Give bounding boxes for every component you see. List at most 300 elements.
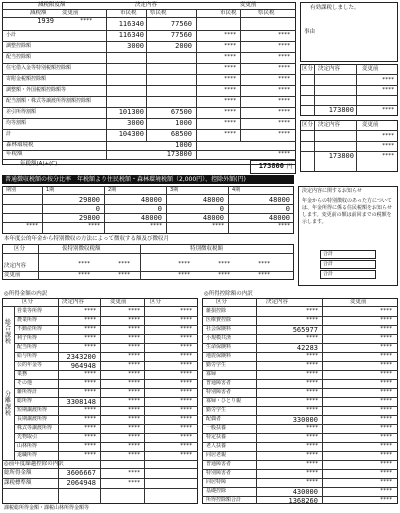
deduction-row-old: **** [379, 326, 392, 332]
installment-cell: 0 [285, 205, 290, 213]
deduction-row-old: **** [379, 371, 392, 377]
income-row-old2: **** [179, 389, 192, 395]
income-row-old2: **** [179, 353, 192, 359]
income-row-line [14, 334, 198, 335]
tax-row-line [2, 41, 296, 42]
income-row-old: **** [127, 308, 140, 314]
tax-row-city: 3000 [127, 119, 144, 127]
side-notice-title: 決定内容に関するお知らせ [302, 188, 362, 194]
tax-row-line [2, 63, 296, 64]
deduction-row-label: 特別障害者 [206, 389, 232, 395]
tax-row-line [2, 107, 296, 108]
income-total-label: 総所得金額 [4, 470, 32, 476]
right-row-old: **** [381, 77, 394, 83]
pension-col-prev: 仮特別徴収税額 [62, 246, 101, 252]
tax-row-old-city: **** [223, 43, 236, 49]
income-row-label: 給与所得 [17, 353, 38, 359]
tax-row-label: 計 [6, 131, 12, 137]
pension-star: **** [117, 272, 130, 278]
rt2-h0: 区分 [302, 122, 314, 128]
deduction-row-old: **** [379, 434, 392, 440]
income-row-old: **** [127, 326, 140, 332]
tax-row-line [2, 129, 296, 130]
income-row-label: 短期譲渡所得 [17, 407, 48, 413]
deduction-row-old: **** [379, 470, 392, 476]
deduction-row-label: 配偶者 [206, 416, 222, 422]
installment-header-line [2, 194, 294, 195]
deduction-row-old: **** [379, 362, 392, 368]
income-row-old: **** [127, 371, 140, 377]
income-row-value: **** [83, 425, 96, 431]
tax-row-label: 調整控除額 [6, 43, 32, 49]
income-row-old: **** [127, 344, 140, 350]
tax-row-old-city: **** [223, 65, 236, 71]
right-row-old: **** [381, 143, 394, 149]
income-row-old2: **** [179, 443, 192, 449]
side-row-label: 合計 [323, 251, 334, 257]
installment-cell: **** [25, 223, 38, 229]
deduction-row-label: 一般扶養 [206, 425, 227, 431]
rt1-h1: 決定内容 [318, 66, 341, 72]
rt1-h0: 区分 [302, 66, 314, 72]
income-row-old: **** [127, 434, 140, 440]
deduction-row-old: **** [379, 380, 392, 386]
deduction-row-label: 勤労学生 [206, 407, 227, 413]
deduction-row-old: **** [379, 452, 392, 458]
notice-bar: 普通徴収税額の按分比率 年税額より住民税額・森林環境税額（2,000円）、控除外額(円) [2, 175, 294, 184]
tax-row-pref: 67500 [170, 108, 192, 116]
income-row-value: 2343200 [66, 353, 96, 361]
tax-row-label: 住宅借入金等特別税額控除額 [6, 65, 72, 71]
rt2-h2: 変更前 [362, 122, 379, 128]
deduction-row-old: **** [379, 488, 392, 494]
sub-pref: 県民税 [150, 10, 167, 16]
deduction-row-label: 地震保険料 [206, 353, 232, 359]
income-row-old: **** [127, 335, 140, 341]
income-row-label: 総所得 [17, 398, 33, 404]
income-row-value: **** [83, 308, 96, 314]
sub-city: 市民税 [120, 10, 137, 16]
income-taxable-val: 2064948 [66, 479, 96, 487]
income-row-value: **** [83, 407, 96, 413]
deduction-row-label: 特定扶養 [206, 434, 227, 440]
deduction-row-old: **** [379, 344, 392, 350]
deduction-row-value: 42283 [296, 344, 318, 352]
deduction-row-label: 普通障害者 [206, 380, 232, 386]
income-row-line [14, 442, 198, 443]
income-row-old2: **** [179, 452, 192, 458]
side-notice-text: 年金からの特別徴収のあった方については、年金所得に係る住民税額をお知らせします。変更前の額は前回までの税額を示します。 [302, 198, 392, 225]
income-row-value: **** [83, 326, 96, 332]
deduction-row-old: **** [379, 335, 392, 341]
deduction-row-old: **** [379, 443, 392, 449]
income-row-value: **** [83, 344, 96, 350]
deduction-row-old: **** [379, 497, 392, 503]
deduction-row-line [202, 442, 398, 443]
income-row-old: **** [127, 443, 140, 449]
installment-header-cell: 3期 [170, 187, 179, 193]
income-row-old: **** [127, 362, 140, 368]
income-row-old: **** [127, 317, 140, 323]
income-row-label: 業務 [17, 371, 28, 377]
deduction-row-label: 雑損控除 [206, 308, 227, 314]
tax-row-label: 寄附金税額控除額 [6, 76, 47, 82]
income-row-line [14, 379, 198, 380]
income-row-old: **** [127, 389, 140, 395]
tax-row-old-pref: **** [277, 65, 290, 71]
income-row-old2: **** [179, 308, 192, 314]
income-row-old: **** [127, 407, 140, 413]
tax-row-pref: 77560 [170, 20, 192, 28]
pension-star: **** [77, 272, 90, 278]
grand-unit: 円 [287, 164, 293, 170]
deduction-row-line [202, 469, 398, 470]
deduction-row-value: **** [305, 452, 318, 458]
deduction-title: ◎所得控除額の内訳 [204, 291, 253, 297]
deduction-row-line [202, 316, 398, 317]
side-row-label: 合計 [323, 261, 334, 267]
deduction-row-value: **** [305, 308, 318, 314]
deduction-row-value: **** [305, 380, 318, 386]
income-row-value: **** [83, 452, 96, 458]
tax-row-old-city: **** [223, 32, 236, 38]
sub-pref-old: 県民税 [258, 10, 275, 16]
pension-star: **** [177, 272, 190, 278]
deduction-row-value: **** [305, 434, 318, 440]
income-row-old2: **** [179, 317, 192, 323]
installment-col-line [166, 186, 167, 234]
deduction-row-old: **** [379, 407, 392, 413]
tax-row-old-pref: **** [277, 131, 290, 137]
tax-row-city: 116340 [118, 31, 144, 39]
installment-row-line [2, 204, 294, 205]
pension-col-main: 特別徴収税額 [190, 246, 224, 252]
message-text: 有効課税しました。 [310, 5, 360, 11]
installment-header-cell: 4期 [232, 187, 241, 193]
deduction-row-value: **** [305, 398, 318, 404]
deduction-row-old: **** [379, 398, 392, 404]
tax-row-label: 差引所得割額 [6, 109, 37, 115]
deduction-row-line [202, 370, 398, 371]
income-row-line [14, 316, 198, 317]
tax-row-old-city: **** [223, 131, 236, 137]
income-row-label: 公的年金等 [17, 362, 43, 368]
sub-reduction: 減税額 [30, 10, 47, 16]
tax-row-label: 配当割額・株式等譲渡所得割額控除額 [6, 98, 92, 104]
header-reduction: 減税限度額 [38, 2, 66, 8]
forest-label: 森林環境税 [6, 142, 34, 148]
income-row-line [14, 388, 198, 389]
right-row-line [300, 141, 398, 142]
tax-row-line [2, 74, 296, 75]
income-row-label: 先物取引 [17, 434, 38, 440]
right-row-line [300, 95, 398, 96]
tax-row-line [2, 96, 296, 97]
deduction-row-line [202, 460, 398, 461]
deduction-row-label: 老人扶養 [206, 443, 227, 449]
pension-star: **** [257, 261, 270, 267]
deduction-row-line [202, 361, 398, 362]
reduction-amount: 1939 [37, 17, 54, 25]
income-row-old: **** [127, 398, 140, 404]
right-row-old: **** [381, 107, 394, 113]
deduction-row-label: 勤労学生 [206, 362, 227, 368]
deduction-row-label: 同居特障 [206, 479, 227, 485]
deduction-row-label: 社会保険料 [206, 326, 232, 332]
total-old: **** [277, 151, 290, 157]
right-row-line [300, 85, 398, 86]
tax-row-line [2, 52, 296, 53]
installment-header-cell: 1期 [46, 187, 55, 193]
forest-value: 1000 [175, 141, 192, 149]
deduction-row-old: **** [379, 479, 392, 485]
carry-title: ◎前年度繰越控除の内訳 [4, 461, 64, 467]
deduction-row-value: 430000 [292, 488, 318, 496]
income-row-old2: **** [179, 326, 192, 332]
tax-row-old-pref: **** [277, 120, 290, 126]
installment-cell: **** [211, 223, 224, 229]
income-h-kubun: 区分 [22, 299, 34, 305]
deduction-h-change: 変更前 [350, 299, 367, 305]
tax-row-city: 101300 [118, 108, 144, 116]
tax-row-old-pref: **** [277, 76, 290, 82]
income-row-old2: **** [179, 416, 192, 422]
income-total-old: **** [127, 470, 140, 476]
deduction-row-value: **** [305, 362, 318, 368]
deduction-row-label: 寡婦 [206, 371, 217, 377]
installment-cell: 48000 [268, 196, 290, 204]
income-row-old2: **** [179, 425, 192, 431]
income-row-label: 農業所得 [17, 317, 38, 323]
tax-row-line [2, 85, 296, 86]
income-row-line [14, 343, 198, 344]
income-row-label: 営業等所得 [17, 308, 43, 314]
income-row-old: **** [127, 353, 140, 359]
deduction-row-label: 同居老親 [206, 452, 227, 458]
deduction-row-value: **** [305, 317, 318, 323]
deduction-row-value: **** [305, 335, 318, 341]
income-row-old2: **** [179, 434, 192, 440]
income-row-line [14, 451, 198, 452]
rt2-h1: 決定内容 [318, 122, 341, 128]
income-row-value: 3308148 [66, 398, 96, 406]
deduction-row-label: 寡婦・ひとり親 [206, 398, 242, 404]
tax-row-old-city: **** [223, 87, 236, 93]
tax-row-pref: 68500 [170, 130, 192, 138]
installment-cell: 48000 [268, 214, 290, 222]
deduction-row-value: **** [305, 407, 318, 413]
right-row-value: 173800 [328, 106, 354, 114]
deduction-h-decision: 決定内容 [266, 299, 289, 305]
tax-row-old-pref: **** [277, 87, 290, 93]
income-row-old2: **** [179, 335, 192, 341]
deduction-row-line [202, 352, 398, 353]
pension-star: **** [217, 272, 230, 278]
installment-cell: **** [277, 223, 290, 229]
tax-row-line [2, 118, 296, 119]
income-row-line [14, 433, 198, 434]
grand-value: 173800 [258, 162, 284, 170]
deduction-row-old: **** [379, 461, 392, 467]
tax-row-label: 配当控除額 [6, 54, 32, 60]
sub-old: 変更前 [62, 10, 79, 16]
deduction-row-label: 特別障害者 [206, 470, 232, 476]
header-decision: 決定内容 [135, 2, 158, 8]
right-row-old: **** [381, 153, 394, 159]
income-row-old2: **** [179, 380, 192, 386]
deduction-row-line [202, 379, 398, 380]
tax-row-pref: 2000 [175, 42, 192, 50]
income-row-line [14, 352, 198, 353]
income-title: ◎所得金額の内訳 [4, 291, 48, 297]
header-change: 変更前 [240, 2, 257, 8]
pension-row-decision: 決定内容 [4, 263, 27, 269]
deduction-row-line [202, 424, 398, 425]
installment-col-line [104, 186, 105, 234]
right-row-old: **** [381, 87, 394, 93]
installment-cell: 0 [157, 205, 162, 213]
income-row-value: **** [83, 335, 96, 341]
income-row-old2: **** [179, 371, 192, 377]
income-taxable-old: **** [127, 480, 140, 486]
income-row-label: 不動産所得 [17, 326, 43, 332]
income-row-label: 長期譲渡所得 [17, 416, 48, 422]
right-row-old: **** [381, 133, 394, 139]
income-row-old2: **** [179, 344, 192, 350]
income-footer: 課税総所得金額・課税山林所得金額等 [4, 505, 90, 511]
deduction-row-line [202, 433, 398, 434]
rt1-h2: 変更前 [362, 66, 379, 72]
installment-row-line [2, 222, 294, 223]
income-row-value: **** [83, 317, 96, 323]
side-row-label: 合計 [323, 271, 334, 277]
deduction-row-value: **** [305, 371, 318, 377]
deduction-row-label: 基礎控除 [206, 488, 227, 494]
income-row-label: 利子所得 [17, 335, 38, 341]
income-row-old: **** [127, 380, 140, 386]
tax-row-label: 均等割額 [6, 120, 27, 126]
income-row-value: **** [83, 380, 96, 386]
deduction-row-label: 医療費控除 [206, 317, 232, 323]
income-total-val: 3606667 [66, 469, 96, 477]
pension-col-kubun: 区分 [14, 246, 26, 252]
pension-row-change: 変更前 [4, 272, 21, 278]
tax-row-pref: 77560 [170, 31, 192, 39]
installment-header-cell: 2期 [108, 187, 117, 193]
deduction-row-old: **** [379, 353, 392, 359]
income-row-old2: **** [179, 398, 192, 404]
income-row-value: 964948 [70, 362, 96, 370]
tax-row-old-pref: **** [277, 54, 290, 60]
income-row-old2: **** [179, 362, 192, 368]
installment-cell: 29800 [78, 214, 100, 222]
income-h-change: 変更前 [110, 299, 127, 305]
pension-star: **** [217, 261, 230, 267]
installment-cell: 48000 [202, 214, 224, 222]
installment-col-line [228, 186, 229, 234]
income-row-label: 株式等譲渡所得 [17, 425, 53, 431]
tax-row-line [2, 30, 296, 31]
tax-row-old-pref: **** [277, 43, 290, 49]
income-taxable-label: 課税標準額 [4, 480, 32, 486]
deduction-row-value: **** [305, 389, 318, 395]
deduction-row-value: **** [305, 470, 318, 476]
tax-row-old-pref: **** [277, 98, 290, 104]
income-row-label: その他 [17, 380, 33, 386]
deduction-row-label: 小規模共済 [206, 335, 232, 341]
deduction-row-label: 生命保険料 [206, 344, 232, 350]
installment-cell: **** [149, 223, 162, 229]
deduction-row-value: **** [305, 425, 318, 431]
installment-col-line [42, 186, 43, 234]
income-row-value: **** [83, 389, 96, 395]
deduction-row-value: **** [305, 353, 318, 359]
income-side-separate: 分離課税 [5, 391, 12, 417]
installment-cell: 0 [219, 205, 224, 213]
grand-label: 年税額(A)+(C) [20, 161, 58, 167]
tax-row-pref: 1000 [175, 119, 192, 127]
installment-cell: 0 [95, 205, 100, 213]
income-row-value: **** [83, 371, 96, 377]
deduction-row-label: 普通障害者 [206, 461, 232, 467]
tax-row-old-city: **** [223, 120, 236, 126]
deduction-row-value: **** [305, 443, 318, 449]
income-h-decision: 決定内容 [62, 299, 85, 305]
income-row-line [14, 397, 198, 398]
tax-row-label: 調整額・外国税額控除額等 [6, 87, 67, 93]
total-label: 年税額 [6, 151, 23, 157]
pension-star: **** [177, 261, 190, 267]
tax-row-city: 116340 [118, 20, 144, 28]
deduction-row-old: **** [379, 308, 392, 314]
tax-row-old-city: **** [223, 98, 236, 104]
deduction-row-line [202, 388, 398, 389]
income-row-line [14, 370, 198, 371]
deduction-row-old: **** [379, 317, 392, 323]
installment-cell: 48000 [202, 196, 224, 204]
income-row-value: **** [83, 443, 96, 449]
income-row-label: 雑所得計 [17, 389, 38, 395]
sub-city-old: 市民税 [220, 10, 237, 16]
income-row-old: **** [127, 452, 140, 458]
reason-label: 事由 [304, 29, 316, 35]
income-row-value: **** [83, 416, 96, 422]
installment-header-cell: 期別 [6, 187, 17, 193]
pension-star: **** [257, 272, 270, 278]
tax-row-old-city: **** [223, 109, 236, 115]
deduction-row-value: **** [305, 461, 318, 467]
deduction-row-value: 1368260 [288, 497, 318, 505]
installment-cell: 48000 [140, 214, 162, 222]
tax-row-city: 3000 [127, 42, 144, 50]
deduction-row-value: 330000 [292, 416, 318, 424]
deduction-row-line [202, 478, 398, 479]
deduction-row-value: **** [305, 479, 318, 485]
deduction-row-line [202, 334, 398, 335]
income-side-total: 総合課税 [5, 319, 12, 345]
income-row-label: 山林所得 [17, 443, 38, 449]
income-row-old: **** [127, 425, 140, 431]
right-row-value: 173800 [328, 152, 354, 160]
deduction-row-old: **** [379, 416, 392, 422]
deduction-row-old: **** [379, 389, 392, 395]
deduction-row-value: 565977 [292, 326, 318, 334]
tax-row-label: 小計 [6, 32, 17, 38]
deduction-row-line [202, 406, 398, 407]
tax-row-city: 104300 [118, 130, 144, 138]
income-h-kubun2: 区分 [150, 299, 162, 305]
tax-row-old-city: **** [223, 76, 236, 82]
